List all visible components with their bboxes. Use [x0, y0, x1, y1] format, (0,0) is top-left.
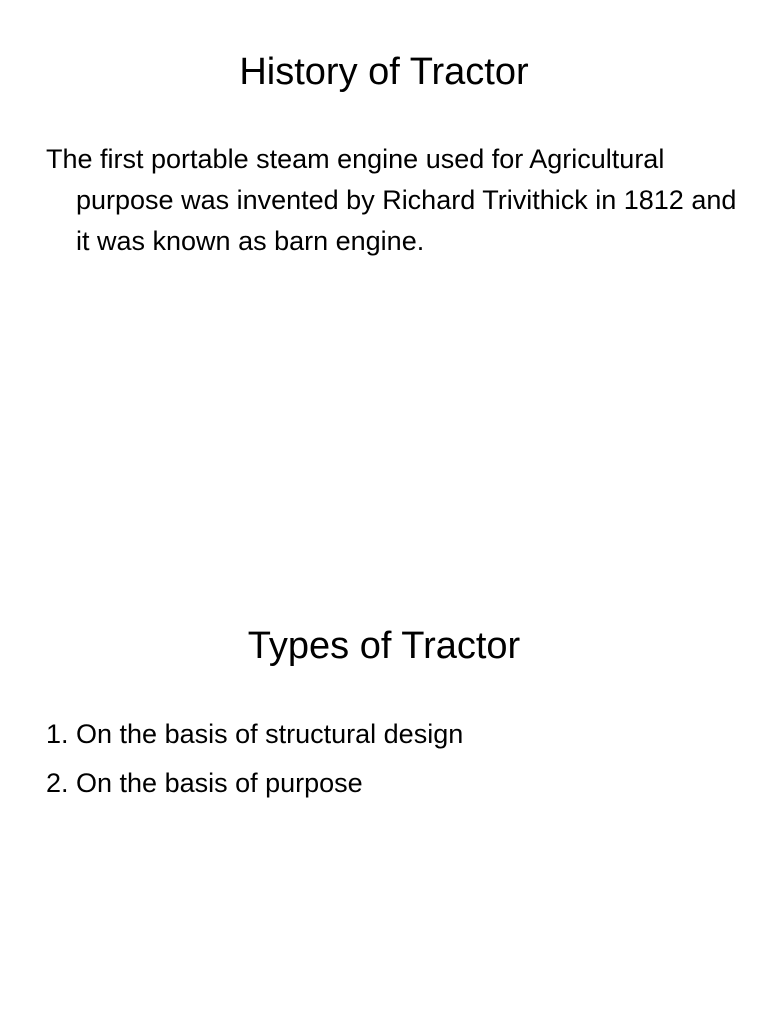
slide-body: [46, 714, 746, 812]
slide-body: [46, 139, 746, 262]
list-item: 2. On the basis of purpose: [46, 768, 363, 798]
slide-title: Types of Tractor: [247, 625, 521, 667]
slide-types: [0, 576, 768, 1024]
history-paragraph: The first portable steam engine used for Agricultural purpose was invented by Richard Trivithick in 1812 and it was known as barn engine.: [46, 144, 737, 256]
types-list: [46, 714, 746, 804]
slide-title: History of Tractor: [239, 51, 529, 93]
list-item: 1. On the basis of structural design: [46, 719, 464, 749]
